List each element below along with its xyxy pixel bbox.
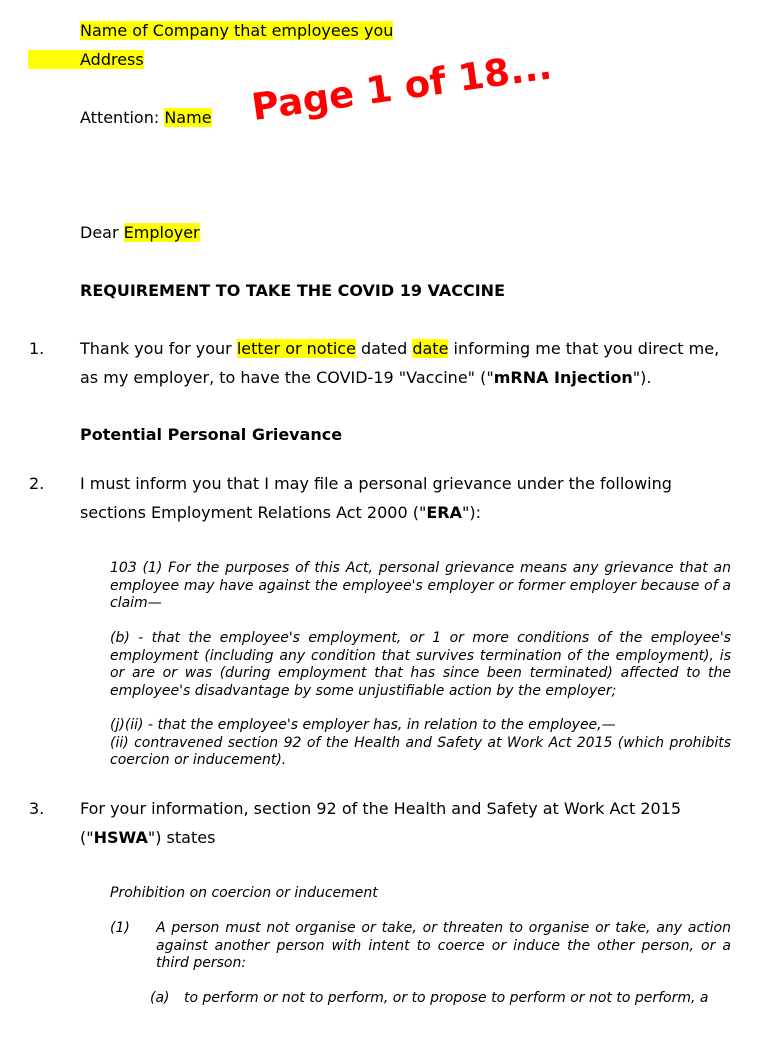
yellow-margin-mark: [28, 50, 80, 69]
document-heading: REQUIREMENT TO TAKE THE COVID 19 VACCINE: [80, 281, 505, 300]
attention-name: Name: [164, 108, 212, 127]
para-2-text-b: "):: [461, 503, 481, 522]
hswa-clause-a-text: to perform or not to perform, or to propose to perform or not to perform, a: [184, 990, 709, 1006]
era-quote-j-line: (j)(ii) - that the employee's employer has, in relation to the employee,—: [110, 717, 616, 733]
address-text: Address: [80, 50, 144, 69]
para-1-number: 1.: [29, 339, 45, 358]
salutation-name: Employer: [123, 223, 200, 242]
era-quote-j: [110, 717, 731, 770]
para-2-bold-era: ERA: [426, 503, 462, 522]
attention-prefix: Attention:: [80, 108, 165, 127]
para-3-line-2: [80, 823, 720, 852]
para-1-text-b: dated: [355, 339, 413, 358]
para-1-text-a: Thank you for your: [80, 339, 237, 358]
salutation-prefix: Dear: [80, 223, 124, 242]
attention-line: [80, 108, 212, 128]
para-3-bold-hswa: HSWA: [93, 828, 148, 847]
hswa-section-title: Prohibition on coercion or inducement: [110, 885, 378, 901]
hswa-subsection-1-number: (1): [110, 920, 130, 936]
company-address: [80, 50, 144, 70]
para-2-number: 2.: [29, 474, 45, 493]
para-1-highlight-date: date: [412, 339, 449, 358]
para-1-highlight-letter: letter or notice: [236, 339, 356, 358]
subheading-grievance: Potential Personal Grievance: [80, 425, 343, 444]
para-3: [80, 794, 720, 852]
para-1: [80, 334, 720, 392]
para-1-line-2: [80, 363, 720, 392]
para-3-number: 3.: [29, 799, 45, 818]
para-1-text-d: as my employer, to have the COVID-19 "Vaccine" (": [80, 368, 494, 387]
era-quote-b: (b) - that the employee's employment, or 1 or more conditions of the employee's employment (including any condition that survives termination of the employment), is or are or was (during employment that has since been terminated) affected to the employee's disadvantage by some unjustifiable action by the employer;: [110, 630, 731, 699]
era-quote-103: 103 (1) For the purposes of this Act, personal grievance means any grievance that an employee may have against the employee's employer or former employer because of a claim—: [110, 560, 731, 611]
para-1-text-e: ").: [632, 368, 652, 387]
company-name: [80, 21, 393, 41]
company-name-text: Name of Company that employees you: [80, 21, 394, 40]
hswa-subsection-1-text: A person must not organise or take, or threaten to organise or take, any action against another person with intent to coerce or induce the other person, or a third person:: [156, 920, 731, 971]
para-3-text-b: ") states: [147, 828, 216, 847]
para-3-line-1: For your information, section 92 of the Health and Safety at Work Act 2015: [80, 799, 682, 818]
para-2-line-1: I must inform you that I may file a personal grievance under the following: [80, 474, 672, 493]
para-1-bold-mrna: mRNA Injection: [493, 368, 633, 387]
para-2-text-a: sections Employment Relations Act 2000 (": [80, 503, 427, 522]
para-1-text-c: informing me that you direct me,: [448, 339, 720, 358]
para-2: [80, 469, 720, 527]
era-quote-j-ii: (ii) contravened section 92 of the Health and Safety at Work Act 2015 (which prohibits coercion or inducement).: [110, 734, 731, 768]
page-count-stamp: Page 1 of 18...: [249, 44, 555, 130]
para-1-line-1: [80, 334, 720, 363]
para-3-text-a: (": [80, 828, 94, 847]
salutation: [80, 223, 200, 243]
hswa-clause-a-number: (a): [150, 990, 170, 1006]
para-2-line-2: [80, 498, 720, 527]
